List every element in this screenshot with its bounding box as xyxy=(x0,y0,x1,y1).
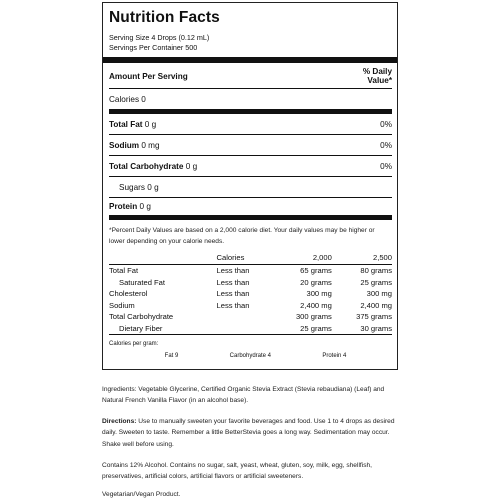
daily-value-header-line1: % Daily xyxy=(362,67,392,76)
nutrient-row-sugars xyxy=(109,176,392,197)
table-cell: 65 grams xyxy=(300,266,332,276)
daily-value-header xyxy=(363,67,392,85)
nutrient-label: Total Fat xyxy=(109,119,143,129)
nutrient-amount: 0 mg xyxy=(141,140,160,150)
nutrient-dv: 0% xyxy=(380,119,392,129)
nutrient-row-protein xyxy=(109,197,392,220)
amount-per-serving-label: Amount Per Serving xyxy=(109,71,188,81)
table-cell: Less than xyxy=(216,277,250,287)
table-cell: 25 grams xyxy=(272,323,332,335)
table-cell: Total Carbohydrate xyxy=(109,312,174,322)
servings-per-container: Servings Per Container 500 xyxy=(109,43,198,52)
calories-text: Calories 0 xyxy=(109,94,146,104)
table-cell xyxy=(217,323,272,335)
table-cell: 20 grams xyxy=(300,277,332,287)
table-cell: Less than xyxy=(216,289,250,299)
nutrient-label: Sugars xyxy=(119,182,145,192)
table-cell: 375 grams xyxy=(356,312,392,322)
nutrient-row-sodium xyxy=(109,134,392,155)
directions-label: Directions: xyxy=(102,418,137,425)
table-cell: Less than xyxy=(216,300,250,310)
table-cell: Less than xyxy=(216,266,250,276)
daily-value-footnote: *Percent Daily Values are based on a 2,000 calorie diet. Your daily values may be higher or lower depending on your calorie needs. xyxy=(109,227,375,245)
nutrient-dv: 0% xyxy=(380,161,392,171)
table-cell: 2,400 mg xyxy=(360,300,392,310)
contains-text: Contains 12% Alcohol. Contains no sugar, salt, yeast, wheat, gluten, soy, milk, egg, shellfish, preservatives, artificial colors, artificial flavors or artificial sweeteners. xyxy=(102,462,373,481)
nutrient-amount: 0 g xyxy=(185,161,198,171)
table-cell: 80 grams xyxy=(360,266,392,276)
table-row xyxy=(109,300,392,312)
nutrient-amount: 0 g xyxy=(147,182,159,192)
table-cell: Cholesterol xyxy=(109,289,148,299)
nutrient-row-total-carbohydrate xyxy=(109,155,392,176)
nutrition-title: Nutrition Facts xyxy=(109,9,220,26)
table-row xyxy=(109,277,392,289)
calories-per-gram-values xyxy=(109,353,392,359)
table-cell: Sodium xyxy=(109,300,135,310)
table-cell: Dietary Fiber xyxy=(109,323,217,335)
serving-size: Serving Size 4 Drops (0.12 mL) xyxy=(109,33,210,42)
table-cell: 300 grams xyxy=(295,312,332,322)
table-cell: Saturated Fat xyxy=(119,277,166,287)
vegan-text: Vegetarian/Vegan Product. xyxy=(102,491,181,498)
nutrient-row-total-fat xyxy=(109,109,392,134)
table-cell: 300 mg xyxy=(306,289,332,299)
table-cell xyxy=(217,311,272,323)
table-cell: Calories xyxy=(217,251,272,265)
protein-per-gram: Protein 4 xyxy=(322,353,347,359)
daily-value-header-line2: Value* xyxy=(367,76,392,85)
nutrient-label: Protein xyxy=(109,202,138,211)
nutrient-label: Total Carbohydrate xyxy=(109,161,184,171)
fat-per-gram: Fat 9 xyxy=(164,353,179,359)
directions-block xyxy=(102,416,402,450)
ingredients-text: Ingredients: Vegetable Glycerine, Certified Organic Stevia Extract (Stevia rebaudiana) (Leaf) and Natural French Vanilla Flavor (in an alcohol base). xyxy=(102,386,385,405)
amount-per-serving-header xyxy=(109,63,392,88)
daily-value-table xyxy=(109,251,392,335)
carbohydrate-per-gram: Carbohydrate 4 xyxy=(229,353,272,359)
table-cell xyxy=(109,251,217,265)
table-cell: 25 grams xyxy=(360,277,392,287)
table-row xyxy=(109,323,392,335)
nutrient-label: Sodium xyxy=(109,140,140,150)
table-row xyxy=(109,288,392,300)
nutrition-facts-panel xyxy=(102,2,398,370)
directions-text: Use to manually sweeten your favorite beverages and food. Use 1 to 4 drops as desired daily. Sweeten to taste. Remember a little BetterStevia goes a long way. Sedimentation may occur. Shake well before using. xyxy=(102,418,395,448)
table-cell: Total Fat xyxy=(109,266,139,276)
nutrient-amount: 0 g xyxy=(144,119,157,129)
table-header-row xyxy=(109,251,392,265)
table-row xyxy=(109,311,392,323)
table-cell: 2,000 xyxy=(272,251,332,265)
table-cell: 2,500 xyxy=(332,251,392,265)
calories-per-gram-label: Calories per gram: xyxy=(109,341,159,347)
calories-row xyxy=(109,88,392,109)
table-cell: 30 grams xyxy=(332,323,392,335)
table-cell: 2,400 mg xyxy=(300,300,332,310)
table-row xyxy=(109,265,392,277)
nutrient-amount: 0 g xyxy=(139,202,151,211)
table-cell: 300 mg xyxy=(366,289,392,299)
nutrient-dv: 0% xyxy=(380,140,392,150)
